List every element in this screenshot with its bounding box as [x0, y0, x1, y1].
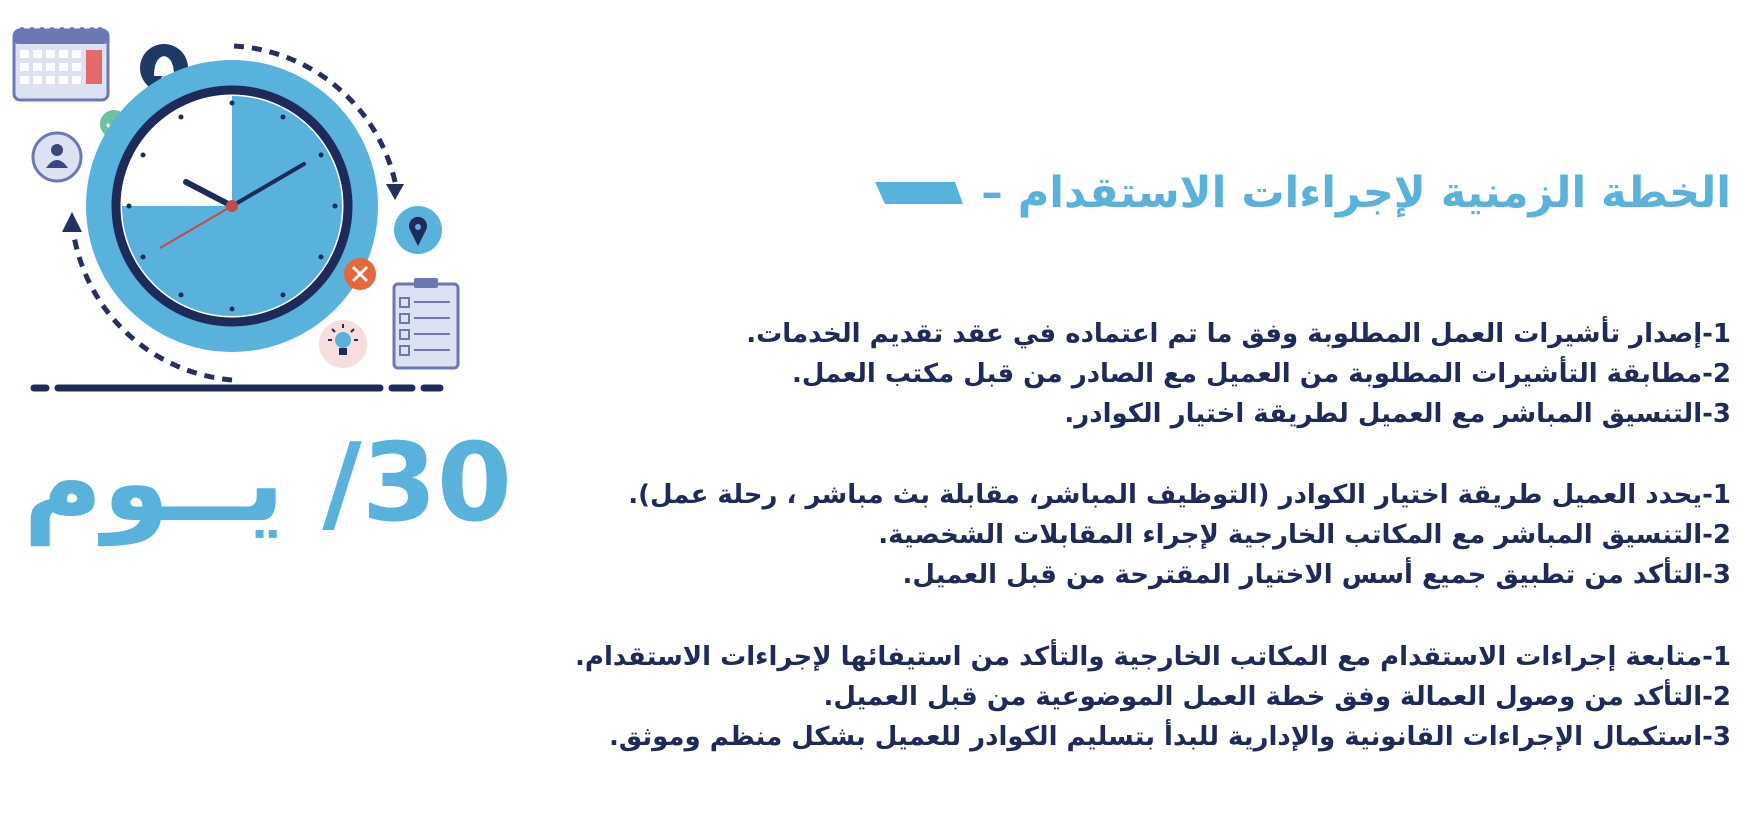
page-title: الخطة الزمنية لإجراءات الاستقدام –: [981, 168, 1731, 218]
step-line: 1-متابعة إجراءات الاستقدام مع المكاتب الخارجية والتأكد من استيفائها لإجراءات الاستقدام.: [575, 642, 1731, 672]
step-line: 1-يحدد العميل طريقة اختيار الكوادر (التوظيف المباشر، مقابلة بث مباشر ، رحلة عمل).: [628, 480, 1731, 510]
user-icon: [33, 133, 81, 181]
step-line: 2-التنسيق المباشر مع المكاتب الخارجية لإجراء المقابلات الشخصية.: [878, 520, 1731, 550]
clock-icon: [86, 60, 378, 352]
clipboard-icon: [394, 278, 458, 368]
step-line: 3-التأكد من تطبيق جميع أسس الاختيار المقترحة من قبل العميل.: [902, 560, 1731, 590]
timeline-illustration: [0, 0, 540, 470]
location-pin-icon: [394, 206, 442, 254]
close-icon: [344, 258, 376, 290]
calendar-icon: [14, 27, 108, 100]
step-group-2: [628, 475, 1731, 595]
step-line: 2-التأكد من وصول العمالة وفق خطة العمل الموضوعية من قبل العميل.: [823, 682, 1731, 712]
step-line: 1-إصدار تأشيرات العمل المطلوبة وفق ما تم اعتماده في عقد تقديم الخدمات.: [746, 319, 1731, 349]
step-group-1: [746, 314, 1731, 434]
duration-label: 30/ يــوم: [23, 421, 512, 546]
lightbulb-icon: [319, 320, 367, 368]
title-accent-bar: [875, 182, 963, 204]
step-group-3: [575, 637, 1731, 757]
step-line: 2-مطابقة التأشيرات المطلوبة من العميل مع الصادر من قبل مكتب العمل.: [791, 359, 1731, 389]
step-line: 3-التنسيق المباشر مع العميل لطريقة اختيار الكوادر.: [1064, 399, 1731, 429]
step-line: 3-استكمال الإجراءات القانونية والإدارية للبدأ بتسليم الكوادر للعميل بشكل منظم وموثق.: [609, 722, 1731, 752]
page-header: [875, 168, 1731, 218]
